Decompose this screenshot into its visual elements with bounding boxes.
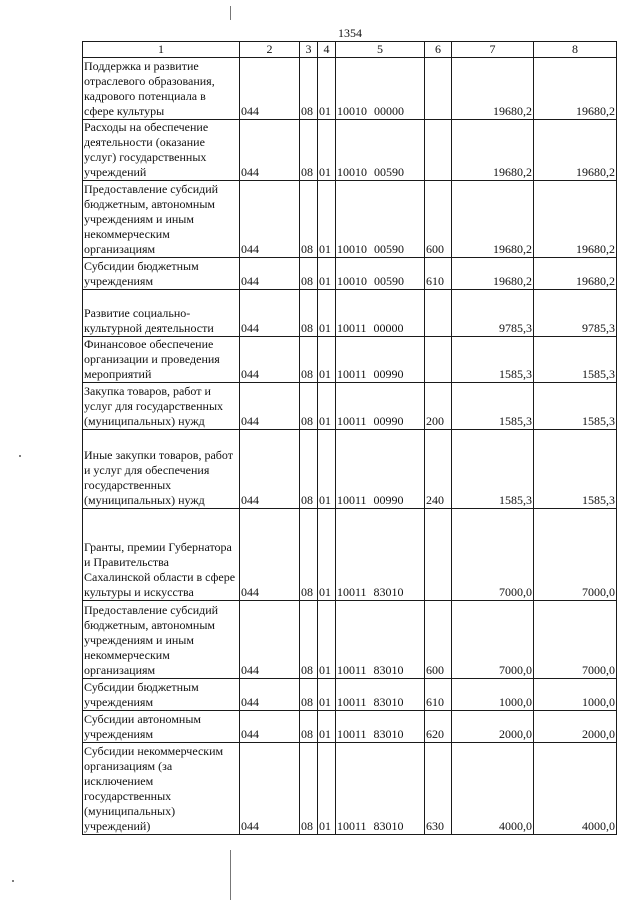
row-pr: 01 [318,430,336,509]
column-header: 2 [240,42,300,58]
row-name: Гранты, премии Губернатора и Правительства Сахалинской области в сфере культуры и искусства [83,509,240,601]
row-csr: 10011 00990 [336,337,425,383]
row-pr: 01 [318,258,336,290]
row-sum-2: 1585,3 [534,337,617,383]
table-row [83,601,617,679]
table-row [83,383,617,430]
table-row [83,258,617,290]
row-vr: 600 [425,601,452,679]
row-gr: 044 [240,290,300,337]
row-gr: 044 [240,601,300,679]
budget-table [82,41,617,835]
column-header: 8 [534,42,617,58]
row-sum-1: 19680,2 [452,58,534,120]
column-header: 3 [300,42,318,58]
row-vr: 200 [425,383,452,430]
row-csr: 10010 00590 [336,120,425,181]
row-name: Субсидии бюджетным учреждениям [83,258,240,290]
row-csr: 10010 00590 [336,181,425,258]
row-sum-2: 1585,3 [534,430,617,509]
column-header: 4 [318,42,336,58]
column-header: 5 [336,42,425,58]
page-number: 1354 [338,26,362,40]
row-sum-2: 7000,0 [534,601,617,679]
row-name: Поддержка и развитие отраслевого образования, кадрового потенциала в сфере культуры [83,58,240,120]
row-gr: 044 [240,258,300,290]
table-row [83,120,617,181]
row-csr: 10010 00000 [336,58,425,120]
row-sum-2: 19680,2 [534,58,617,120]
row-gr: 044 [240,743,300,835]
row-sum-2: 19680,2 [534,258,617,290]
table-header-row [83,42,617,58]
row-rz: 08 [300,181,318,258]
row-rz: 08 [300,679,318,711]
row-rz: 08 [300,120,318,181]
row-vr: 630 [425,743,452,835]
row-gr: 044 [240,711,300,743]
table-row [83,711,617,743]
column-header: 6 [425,42,452,58]
row-vr [425,120,452,181]
row-gr: 044 [240,430,300,509]
table-row [83,337,617,383]
row-vr [425,337,452,383]
row-pr: 01 [318,679,336,711]
row-name: Предоставление субсидий бюджетным, автономным учреждениям и иным некоммерческим организациям [83,181,240,258]
row-sum-1: 7000,0 [452,601,534,679]
row-gr: 044 [240,679,300,711]
scan-dot [12,880,14,882]
row-rz: 08 [300,743,318,835]
row-sum-1: 1000,0 [452,679,534,711]
row-vr [425,509,452,601]
row-rz: 08 [300,711,318,743]
row-sum-2: 7000,0 [534,509,617,601]
column-header: 7 [452,42,534,58]
row-gr: 044 [240,337,300,383]
row-sum-1: 19680,2 [452,181,534,258]
row-pr: 01 [318,601,336,679]
row-vr [425,58,452,120]
row-gr: 044 [240,181,300,258]
table-row [83,679,617,711]
row-vr: 620 [425,711,452,743]
row-pr: 01 [318,181,336,258]
scan-mark-top [230,6,231,20]
row-gr: 044 [240,509,300,601]
row-csr: 10011 83010 [336,601,425,679]
row-sum-1: 9785,3 [452,290,534,337]
row-name: Предоставление субсидий бюджетным, автономным учреждениям и иным некоммерческим организациям [83,601,240,679]
row-name: Развитие социально-культурной деятельности [83,290,240,337]
row-sum-2: 9785,3 [534,290,617,337]
table-row [83,430,617,509]
row-csr: 10011 00990 [336,430,425,509]
row-csr: 10011 00000 [336,290,425,337]
row-rz: 08 [300,430,318,509]
row-gr: 044 [240,58,300,120]
scan-dot [19,455,21,457]
row-csr: 10011 83010 [336,509,425,601]
column-header: 1 [83,42,240,58]
row-name: Субсидии некоммерческим организациям (за исключением государственных (муниципальных) учреждений) [83,743,240,835]
row-pr: 01 [318,58,336,120]
row-sum-1: 19680,2 [452,258,534,290]
row-pr: 01 [318,743,336,835]
row-csr: 10011 83010 [336,679,425,711]
row-rz: 08 [300,290,318,337]
table-row [83,181,617,258]
row-sum-2: 19680,2 [534,181,617,258]
row-pr: 01 [318,337,336,383]
table-row [83,509,617,601]
row-name: Закупка товаров, работ и услуг для государственных (муниципальных) нужд [83,383,240,430]
row-rz: 08 [300,337,318,383]
row-vr: 610 [425,258,452,290]
row-sum-1: 2000,0 [452,711,534,743]
row-sum-2: 1000,0 [534,679,617,711]
row-name: Финансовое обеспечение организации и проведения мероприятий [83,337,240,383]
row-pr: 01 [318,120,336,181]
row-sum-1: 1585,3 [452,337,534,383]
row-vr: 610 [425,679,452,711]
row-vr: 600 [425,181,452,258]
row-rz: 08 [300,509,318,601]
row-sum-1: 19680,2 [452,120,534,181]
row-csr: 10011 00990 [336,383,425,430]
row-csr: 10011 83010 [336,711,425,743]
row-rz: 08 [300,601,318,679]
row-pr: 01 [318,290,336,337]
row-sum-1: 1585,3 [452,430,534,509]
table-row [83,58,617,120]
row-csr: 10011 83010 [336,743,425,835]
row-name: Иные закупки товаров, работ и услуг для обеспечения государственных (муниципальных) нужд [83,430,240,509]
row-rz: 08 [300,258,318,290]
row-gr: 044 [240,383,300,430]
row-vr [425,290,452,337]
row-sum-1: 1585,3 [452,383,534,430]
table-row [83,290,617,337]
row-sum-2: 2000,0 [534,711,617,743]
row-sum-2: 19680,2 [534,120,617,181]
row-csr: 10010 00590 [336,258,425,290]
row-sum-2: 4000,0 [534,743,617,835]
scan-mark-bottom [230,850,231,900]
row-name: Расходы на обеспечение деятельности (оказание услуг) государственных учреждений [83,120,240,181]
row-name: Субсидии бюджетным учреждениям [83,679,240,711]
table-row [83,743,617,835]
row-rz: 08 [300,383,318,430]
row-rz: 08 [300,58,318,120]
row-pr: 01 [318,383,336,430]
row-pr: 01 [318,711,336,743]
row-sum-2: 1585,3 [534,383,617,430]
row-gr: 044 [240,120,300,181]
row-sum-1: 7000,0 [452,509,534,601]
row-name: Субсидии автономным учреждениям [83,711,240,743]
row-pr: 01 [318,509,336,601]
row-sum-1: 4000,0 [452,743,534,835]
row-vr: 240 [425,430,452,509]
